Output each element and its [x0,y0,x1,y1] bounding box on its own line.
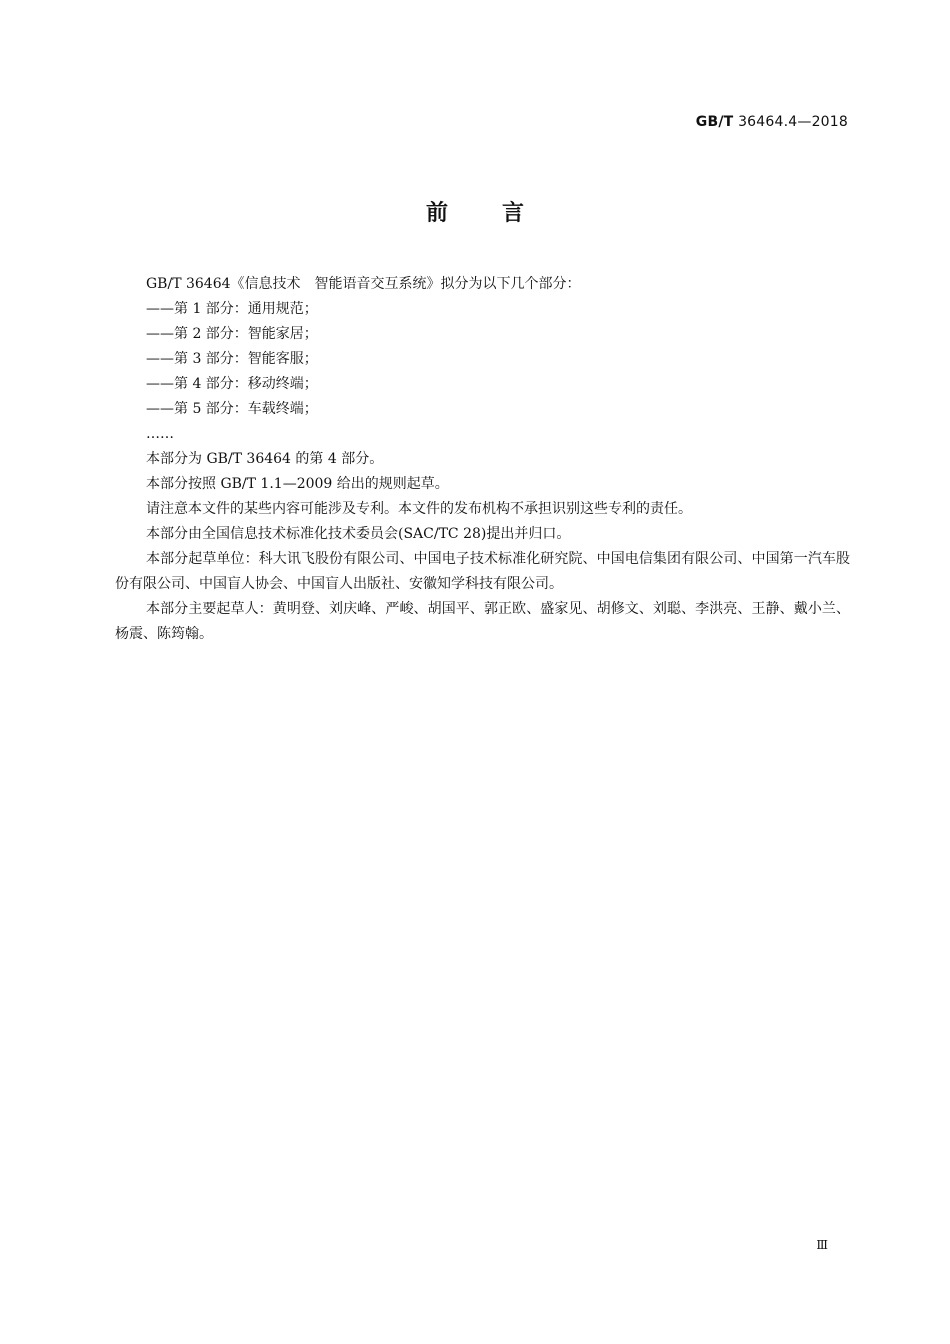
standard-code-prefix: GB/T [695,114,734,130]
page-number: Ⅲ [816,1238,828,1252]
parts-ellipsis: …… [146,426,174,442]
foreword-body [115,272,850,647]
part-item-3: ——第 3 部分：智能客服； [146,351,318,367]
statement-patent-notice: 请注意本文件的某些内容可能涉及专利。本文件的发布机构不承担识别这些专利的责任。 [146,501,692,517]
part-item-2: ——第 2 部分：智能家居； [146,326,318,342]
statement-part-number: 本部分为 GB/T 36464 的第 4 部分。 [146,451,384,467]
standard-code-number: 36464.4—2018 [733,114,848,130]
part-item-4: ——第 4 部分：移动终端； [146,376,318,392]
drafting-units-paragraph: 本部分起草单位：科大讯飞股份有限公司、中国电子技术标准化研究院、中国电信集团有限公司、中国第一汽车股份有限公司、中国盲人协会、中国盲人出版社、安徽知学科技有限公司。 [115,551,850,592]
part-item-5: ——第 5 部分：车载终端； [146,401,318,417]
standard-code [696,114,848,130]
part-item-1: ——第 1 部分：通用规范； [146,301,318,317]
statement-drafting-rules: 本部分按照 GB/T 1.1—2009 给出的规则起草。 [146,476,449,492]
drafters-paragraph: 本部分主要起草人：黄明登、刘庆峰、严峻、胡国平、郭正欧、盛家见、胡修文、刘聪、李洪亮、王静、戴小兰、杨震、陈筠翰。 [115,601,850,642]
page-title: 前言 [425,201,578,226]
intro-line: GB/T 36464《信息技术 智能语音交互系统》拟分为以下几个部分： [146,276,581,292]
statement-committee: 本部分由全国信息技术标准化技术委员会(SAC/TC 28)提出并归口。 [146,526,571,542]
